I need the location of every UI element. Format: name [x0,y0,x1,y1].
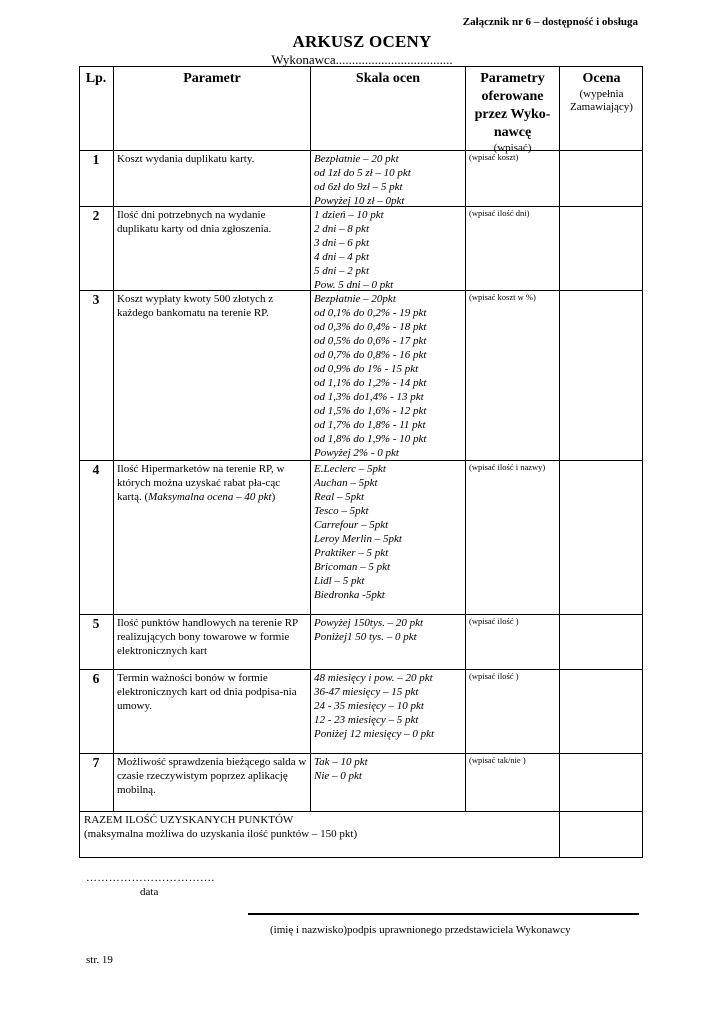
row-6-scale [314,671,464,741]
row-4-scale [314,462,464,602]
header-offered-note: (wpisać) [493,142,532,154]
header-scale: Skala ocen [355,71,421,86]
scale-line: Powyżej 150tys. – 20 pkt [314,617,424,629]
page-number: str. 19 [86,954,113,966]
scale-line: Praktiker – 5 pkt [314,547,389,559]
scale-line: Nie – 0 pkt [314,770,362,782]
scale-line: Pow. 5 dni – 0 pkt [314,279,394,291]
scale-line: 4 dni – 4 pkt [314,251,369,263]
total-points-score[interactable] [561,813,641,856]
row-2-parameter: Ilość dni potrzebnych na wydanie duplikatu karty od dnia zgłoszenia. [117,209,272,235]
row-5-parameter: Ilość punktów handlowych na terenie RP realizujących bony towarowe w formie elektronicznych kart [117,617,298,657]
scale-line: Bricoman – 5 pkt [314,561,391,573]
row-3-scale [314,292,464,460]
row-1-lp: 1 [92,152,100,167]
row-4-parameter [117,462,307,504]
row-1-parameter: Koszt wydania duplikatu karty. [117,153,255,165]
scale-line: od 1,7% do 1,8% - 11 pkt [314,419,426,431]
annex-label: Załącznik nr 6 – dostępność i obsługa [462,16,638,28]
row-4-offered[interactable]: (wpisać ilość i nazwy) [469,462,546,472]
date-dots[interactable]: ……………………………. [86,872,215,884]
row-7-scale [314,755,464,783]
page-title: ARKUSZ OCENY [292,32,432,51]
scale-line: Poniżej1 50 tys. – 0 pkt [314,631,417,643]
row-1-offered[interactable]: (wpisać koszt) [469,152,519,162]
header-offered [466,70,559,155]
row-2-lp: 2 [92,208,100,223]
scale-line: Carrefour – 5pkt [314,519,389,531]
row-3-parameter: Koszt wypłaty kwoty 500 złotych z każdego bankomatu na terenie RP. [117,293,274,319]
scale-line: Tak – 10 pkt [314,756,368,768]
row-5-offered[interactable]: (wpisać ilość ) [469,616,519,626]
row-2-offered[interactable]: (wpisać ilość dni) [469,208,530,218]
scale-line: Lidl – 5 pkt [314,575,365,587]
row-1-scale [314,152,464,208]
scale-line: 48 miesięcy i pow. – 20 pkt [314,672,433,684]
row-7-offered[interactable]: (wpisać tak/nie ) [469,755,526,765]
row-4-parameter-end: ) [271,491,276,503]
scale-line: Bezpłatnie – 20 pkt [314,153,399,165]
total-points-label: RAZEM ILOŚĆ UZYSKANYCH PUNKTÓW [84,814,294,826]
row-1-score[interactable] [561,152,641,204]
scale-line: Bezpłatnie – 20pkt [314,293,396,305]
scale-line: Auchan – 5pkt [314,477,378,489]
scale-line: Powyżej 10 zł – 0pkt [314,195,405,207]
signature-line[interactable] [248,913,639,915]
scale-line: Real – 5pkt [314,491,365,503]
scale-line: od 1,5% do 1,6% - 12 pkt [314,405,427,417]
row-2-score[interactable] [561,208,641,288]
scale-line: Powyżej 2% - 0 pkt [314,447,399,459]
scale-line: 12 - 23 miesięcy – 5 pkt [314,714,419,726]
row-5-score[interactable] [561,616,641,667]
row-6-offered[interactable]: (wpisać ilość ) [469,671,519,681]
row-7-lp: 7 [92,755,100,770]
scale-line: Leroy Merlin – 5pkt [314,533,402,545]
row-3-lp: 3 [92,292,100,307]
header-lp: Lp. [85,71,107,86]
scale-line: od 1,1% do 1,2% - 14 pkt [314,377,427,389]
evaluation-table [79,66,643,858]
scale-line: od 0,5% do 0,6% - 17 pkt [314,335,427,347]
row-7-score[interactable] [561,755,641,809]
header-parameter: Parametr [183,71,241,86]
row-6-score[interactable] [561,671,641,751]
row-3-score[interactable] [561,292,641,458]
scale-line: 5 dni – 2 pkt [314,265,369,277]
row-2-scale [314,208,464,292]
signature-label: (imię i nazwisko)podpis uprawnionego przedstawiciela Wykonawcy [270,924,571,936]
row-3-offered[interactable]: (wpisać koszt w %) [469,292,536,302]
scale-line: od 0,1% do 0,2% - 19 pkt [314,307,427,319]
scale-line: od 1,8% do 1,9% - 10 pkt [314,433,427,445]
scale-line: 24 - 35 miesięcy – 10 pkt [314,700,424,712]
row-6-parameter: Termin ważności bonów w formie elektronicznych kart od dnia podpisa-nia umowy. [117,672,297,712]
total-points-note: (maksymalna możliwa do uzyskania ilość punktów – 150 pkt) [84,828,358,840]
scale-line: 2 dni – 8 pkt [314,223,369,235]
date-label: data [140,886,159,898]
scale-line: od 6zł do 9zł – 5 pkt [314,181,403,193]
header-score-label: Ocena [582,71,621,86]
total-points-row [84,813,554,841]
scale-line: E.Leclerc – 5pkt [314,463,386,475]
scale-line: 36-47 miesięcy – 15 pkt [314,686,419,698]
scale-line: Biedronka -5pkt [314,589,385,601]
row-4-parameter-text: Ilość Hipermarketów na terenie RP, w których można uzyskać rabat pła-cąc kartą. ( [117,463,285,503]
header-score [560,70,643,114]
header-offered-label: Parametry oferowane przez Wyko-nawcę [474,71,551,140]
row-7-parameter: Możliwość sprawdzenia bieżącego salda w czasie rzeczywistym poprzez aplikację mobilną. [117,756,307,796]
row-4-lp: 4 [92,462,100,477]
scale-line: 1 dzień – 10 pkt [314,209,384,221]
row-5-lp: 5 [92,616,100,631]
scale-line: 3 dni – 6 pkt [314,237,369,249]
header-score-note: (wypełnia Zamawiający) [570,88,633,113]
row-4-score[interactable] [561,462,641,612]
scale-line: od 0,3% do 0,4% - 18 pkt [314,321,427,333]
contractor-line: Wykonawca.................................... [271,52,453,67]
scale-line: od 1zł do 5 zł – 10 pkt [314,167,411,179]
scale-line: od 1,3% do1,4% - 13 pkt [314,391,424,403]
scale-line: Poniżej 12 miesięcy – 0 pkt [314,728,435,740]
row-4-parameter-max: Maksymalna ocena – 40 pkt [148,491,272,503]
scale-line: od 0,9% do 1% - 15 pkt [314,363,419,375]
row-6-lp: 6 [92,671,100,686]
scale-line: Tesco – 5pkt [314,505,369,517]
row-5-scale [314,616,464,644]
scale-line: od 0,7% do 0,8% - 16 pkt [314,349,427,361]
